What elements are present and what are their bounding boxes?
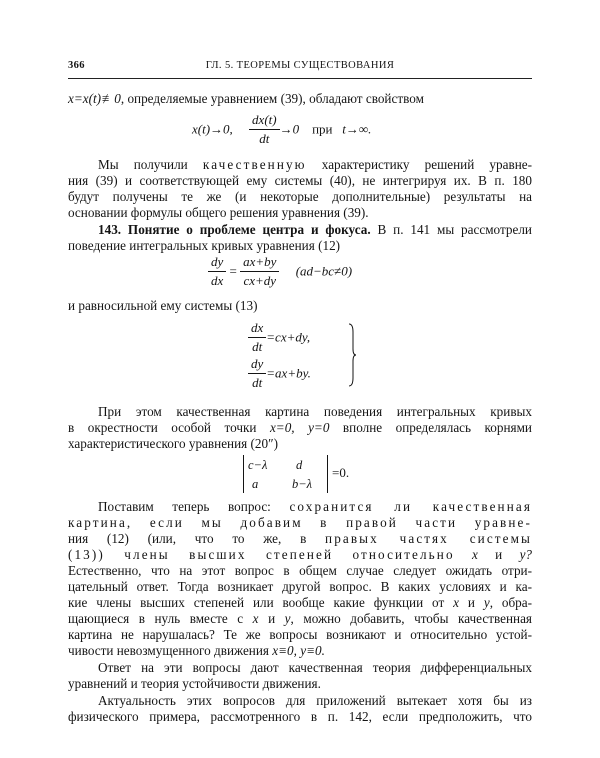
text-line: Поставим теперь вопрос: сохранится ли качественная <box>98 499 532 514</box>
text-line: чивости невозмущенного движения x≡0, y≡0. <box>68 643 325 658</box>
section-heading-line: 143. Понятие о проблеме центра и фокуса. В п. 141 мы рассмотрели <box>98 222 532 237</box>
text-line: Мы получили качественную характеристику решений уравне- <box>98 157 532 172</box>
text-line: картина не нарушалась? Те же вопросы возникают и относительно устой- <box>68 627 532 642</box>
text-line: поведение интегральных кривых уравнения (12) <box>68 238 341 253</box>
text-line: и равносильной ему системы (13) <box>68 298 258 313</box>
text-line: При этом качественная картина поведения интегральных кривых <box>98 404 532 419</box>
system-13-eq1: $\frac{dx}{dt}$ =cx+dy, <box>248 320 310 355</box>
page-header <box>68 60 532 74</box>
text-line: ния (12) (или, что то же, в правых частях системы <box>68 531 532 546</box>
text-line: Ответ на эти вопросы дают качественная теория дифференциальных <box>98 660 532 675</box>
math-inline: x=x(t)≢0 <box>68 91 121 106</box>
text-line: будут получены те же (и некоторые дополнительные) результаты на <box>68 189 532 204</box>
fraction: $\frac{dx(t)}{dt}$ <box>249 112 280 147</box>
system-brace <box>346 322 358 388</box>
text-line: щающиеся в нуль вместе с x и y, можно добавить, чтобы качественная <box>68 611 532 626</box>
text-line: картина, если мы добавим в правой части уравне- <box>68 515 532 530</box>
system-13-eq2: $\frac{dy}{dt}$ =ax+by. <box>248 356 311 391</box>
text-line: уравнений и теория устойчивости движения. <box>68 676 321 691</box>
text-line: (13)) члены высших степеней относительно x и y? <box>68 547 533 562</box>
section-title: 143. Понятие о проблеме центра и фокуса. <box>98 222 371 237</box>
text-line: ния (39) и соответствующей ему системы (40), не интегрируя их. В п. 180 <box>68 173 532 188</box>
text-line: Актуальность этих вопросов для приложений вытекает хотя бы из <box>98 693 532 708</box>
text-line: кие члены высших степеней или вообще какие функции от x и y, обра- <box>68 595 533 610</box>
text-line: физического примера, рассмотренного в п. 142, если предположить, что <box>68 709 532 724</box>
limit-formula: x(t)→0, $\frac{dx(t)}{dt}$ →0 при t→∞. <box>192 112 372 146</box>
equation-12: $\frac{dy}{dx}$ = $\frac{ax+by}{cx+dy}$ (ad−bc≠0) <box>208 254 352 289</box>
text-line: x=x(t)≢0, определяемые уравнением (39), обладают свойством <box>68 91 424 106</box>
text-line: в окрестности особой точки x=0, y=0 вполне определялась корнями <box>68 420 532 435</box>
text-line: цательный ответ. Тогда возникает другой вопрос. В каких условиях и ка- <box>68 579 532 594</box>
text-line: Естественно, что на этот вопрос в общем случае следует ожидать отри- <box>68 563 532 578</box>
header-rule <box>68 78 532 79</box>
page-number: 366 <box>68 60 85 71</box>
text-line: характеристического уравнения (20″) <box>68 436 278 451</box>
characteristic-determinant: c−λ d a b−λ =0. <box>243 455 383 495</box>
running-title: ГЛ. 5. ТЕОРЕМЫ СУЩЕСТВОВАНИЯ <box>205 60 395 71</box>
text-line: основании формулы общего решения уравнения (39). <box>68 205 369 220</box>
